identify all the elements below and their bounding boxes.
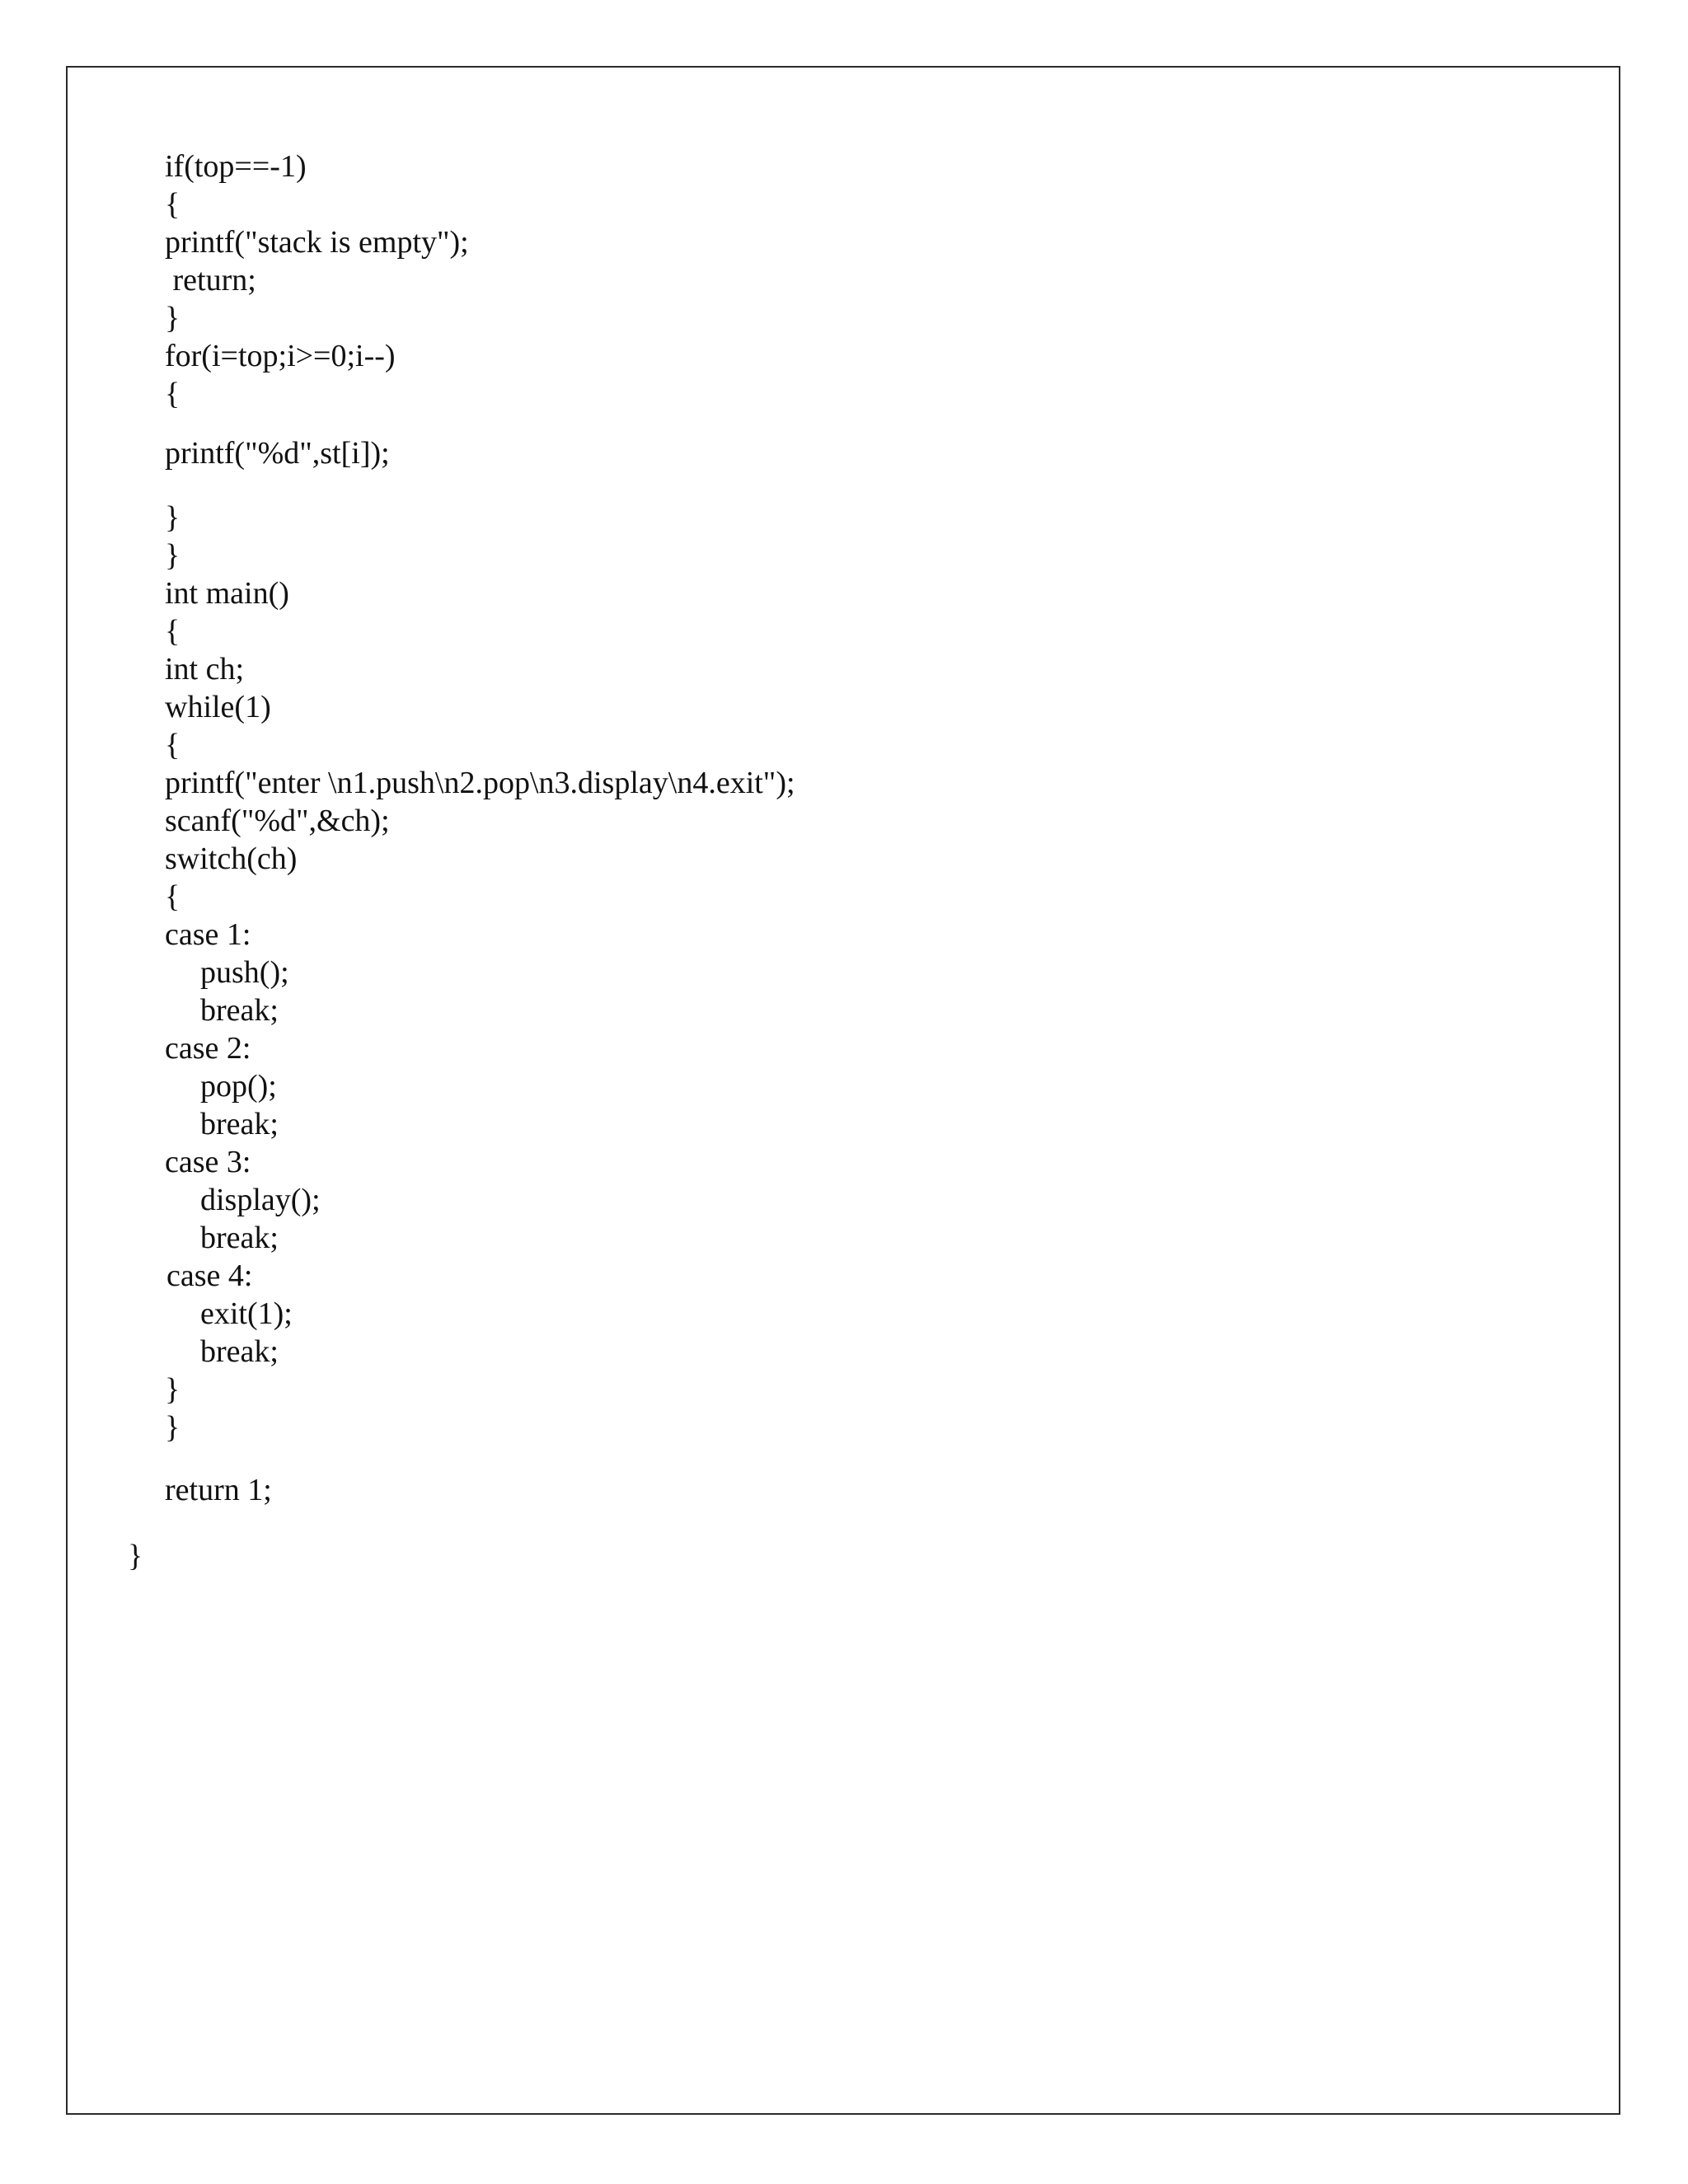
code-line: { bbox=[165, 377, 181, 411]
code-line: switch(ch) bbox=[165, 841, 298, 876]
code-line: } bbox=[165, 500, 181, 535]
code-line: { bbox=[165, 879, 181, 914]
code-line: { bbox=[165, 614, 181, 649]
code-line: } bbox=[165, 538, 181, 573]
code-line: int ch; bbox=[165, 652, 245, 687]
code-line: exit(1); bbox=[200, 1296, 293, 1331]
code-line: printf("stack is empty"); bbox=[165, 225, 469, 260]
code-line: case 4: bbox=[166, 1258, 253, 1293]
code-line: break; bbox=[200, 1221, 279, 1255]
code-line: break; bbox=[200, 1334, 279, 1369]
code-line: display(); bbox=[200, 1183, 321, 1217]
code-line: break; bbox=[200, 1107, 279, 1141]
code-line: } bbox=[128, 1539, 143, 1573]
code-line: push(); bbox=[200, 955, 289, 990]
code-line: { bbox=[165, 728, 181, 762]
code-line: int main() bbox=[165, 576, 289, 611]
code-line: } bbox=[165, 1410, 181, 1445]
code-line: if(top==-1) bbox=[165, 149, 307, 184]
code-line: return 1; bbox=[165, 1473, 272, 1507]
code-line: printf("enter \n1.push\n2.pop\n3.display\n4.exit"); bbox=[165, 766, 795, 800]
code-line: case 1: bbox=[165, 917, 251, 952]
code-line: return; bbox=[165, 263, 256, 298]
code-line: pop(); bbox=[200, 1069, 277, 1104]
code-line: { bbox=[165, 187, 181, 222]
code-line: } bbox=[165, 1372, 181, 1407]
code-line: scanf("%d",&ch); bbox=[165, 804, 390, 838]
code-line: for(i=top;i>=0;i--) bbox=[165, 339, 396, 373]
code-line: break; bbox=[200, 993, 279, 1028]
code-line: } bbox=[165, 301, 181, 335]
code-line: case 3: bbox=[165, 1145, 251, 1179]
code-line: while(1) bbox=[165, 690, 271, 724]
code-line: case 2: bbox=[165, 1031, 251, 1066]
code-line: printf("%d",st[i]); bbox=[165, 436, 390, 471]
